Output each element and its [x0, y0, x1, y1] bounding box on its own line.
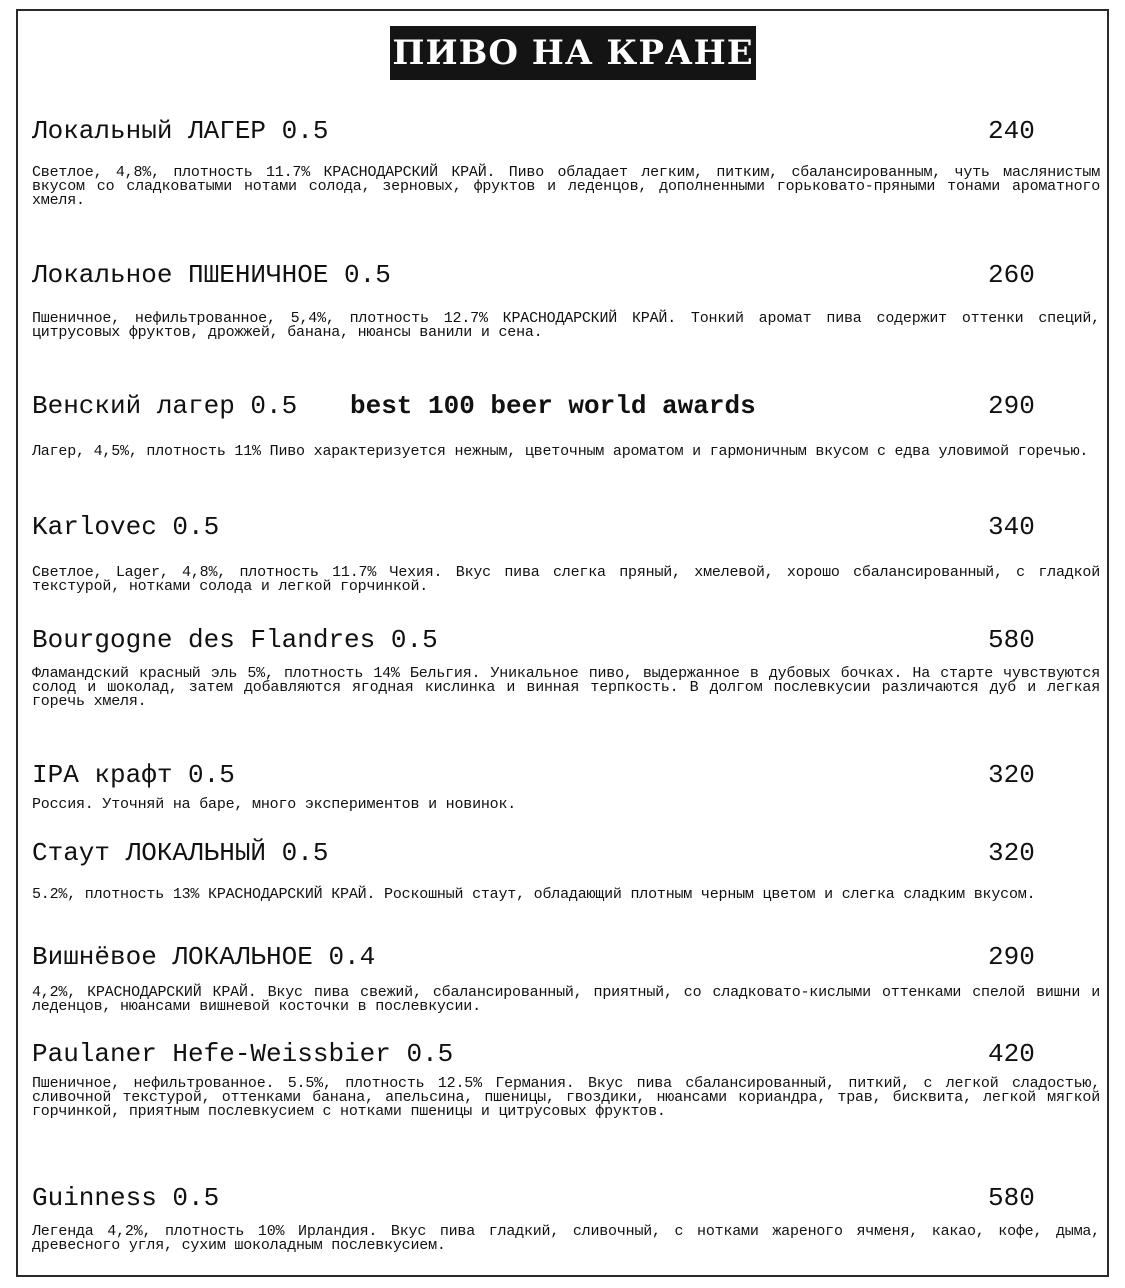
item-price: 320 — [988, 760, 1035, 790]
menu-item-header — [32, 389, 1100, 423]
menu-item-ipa — [32, 758, 1100, 812]
item-name: Paulaner Hefe-Weissbier 0.5 — [32, 1039, 454, 1069]
menu-item-header — [32, 623, 1100, 657]
item-price: 340 — [988, 512, 1035, 542]
menu-item-vienna-lager — [32, 389, 1100, 459]
menu-item-local-wheat — [32, 258, 1100, 340]
item-name: Bourgogne des Flandres 0.5 — [32, 625, 438, 655]
menu-item-header — [32, 258, 1100, 292]
item-name: IPA крафт 0.5 — [32, 760, 235, 790]
item-name: Локальный ЛАГЕР 0.5 — [32, 116, 329, 146]
item-name: Вишнёвое ЛОКАЛЬНОЕ 0.4 — [32, 942, 376, 972]
item-name: Стаут ЛОКАЛЬНЫЙ 0.5 — [32, 838, 329, 868]
menu-item-cherry — [32, 940, 1100, 1014]
menu-item-header — [32, 1181, 1100, 1215]
item-description: Пшеничное, нефильтрованное. 5.5%, плотность 12.5% Германия. Вкус пива сбалансированный, питкий, с легкой сладостью, сливочной текстурой, оттенками банана, апельсина, пшеницы, гвоздики, нюансами кориандра, трав, бисквита, легкой мягкой горчинкой, приятным послевкусием с нотками пшеницы и цитрусовых фруктов. — [32, 1075, 1100, 1120]
item-description: Фламандский красный эль 5%, плотность 14% Бельгия. Уникальное пиво, выдержанное в дубовых бочках. На старте чувствуются солод и шоколад, затем добавляются ягодная кислинка и винная терпкость. В долгом послевкусии различаются дуб и легкая горечь хмеля. — [32, 665, 1100, 710]
item-name: Guinness 0.5 — [32, 1183, 220, 1213]
menu-item-guinness — [32, 1181, 1100, 1253]
item-description: Легенда 4,2%, плотность 10% Ирландия. Вкус пива гладкий, сливочный, с нотками жареного ячменя, какао, кофе, дыма, древесного угля, сухим шоколадным послевкусием. — [32, 1223, 1100, 1254]
item-description: Пшеничное, нефильтрованное, 5,4%, плотность 12.7% КРАСНОДАРСКИЙ КРАЙ. Тонкий аромат пива содержит оттенки специй, цитрусовых фруктов, дрожжей, банана, нюансы ванили и сена. — [32, 310, 1100, 341]
item-name: Венский лагер 0.5 — [32, 391, 298, 421]
item-price: 320 — [988, 838, 1035, 868]
menu-title: ПИВО НА КРАНЕ — [390, 26, 756, 80]
menu-item-header — [32, 758, 1100, 792]
item-name: Локальное ПШЕНИЧНОЕ 0.5 — [32, 260, 391, 290]
item-price: 240 — [988, 116, 1035, 146]
item-description: 5.2%, плотность 13% КРАСНОДАРСКИЙ КРАЙ. Роскошный стаут, обладающий плотным черным цветом и слегка сладким вкусом. — [32, 886, 1036, 903]
menu-item-local-lager — [32, 114, 1100, 208]
item-description: Лагер, 4,5%, плотность 11% Пиво характеризуется нежным, цветочным ароматом и гармоничным вкусом с едва уловимой горечью. — [32, 443, 1089, 460]
menu-item-header — [32, 510, 1100, 544]
item-description: Россия. Уточняй на баре, много экспериментов и новинок. — [32, 796, 517, 813]
item-description: Светлое, 4,8%, плотность 11.7% КРАСНОДАРСКИЙ КРАЙ. Пиво обладает легким, питким, сбалансированным, чуть маслянистым вкусом со сладковатыми нотами солода, зерновых, фруктов и леденцов, дополненными горьковато-пряными тонами ароматного хмеля. — [32, 164, 1100, 209]
menu-item-bourgogne — [32, 623, 1100, 709]
item-description: Светлое, Lager, 4,8%, плотность 11.7% Чехия. Вкус пива слегка пряный, хмелевой, хорошо сбалансированный, с гладкой текстурой, нотками солода и легкой горчинкой. — [32, 564, 1100, 595]
menu-item-header — [32, 940, 1100, 974]
item-price: 420 — [988, 1039, 1035, 1069]
item-award: best 100 beer world awards — [350, 391, 756, 421]
menu-item-header — [32, 1037, 1100, 1071]
item-price: 290 — [988, 391, 1035, 421]
item-name: Karlovec 0.5 — [32, 512, 220, 542]
menu-item-header — [32, 114, 1100, 148]
item-price: 580 — [988, 625, 1035, 655]
item-price: 260 — [988, 260, 1035, 290]
menu-item-karlovec — [32, 510, 1100, 594]
menu-item-paulaner — [32, 1037, 1100, 1119]
menu-item-header — [32, 836, 1100, 870]
item-price: 580 — [988, 1183, 1035, 1213]
item-description: 4,2%, КРАСНОДАРСКИЙ КРАЙ. Вкус пива свежий, сбалансированный, приятный, со сладковато-кислыми оттенками спелой вишни и леденцов, нюансами вишневой косточки в послевкусии. — [32, 984, 1100, 1015]
item-price: 290 — [988, 942, 1035, 972]
menu-item-stout — [32, 836, 1100, 902]
